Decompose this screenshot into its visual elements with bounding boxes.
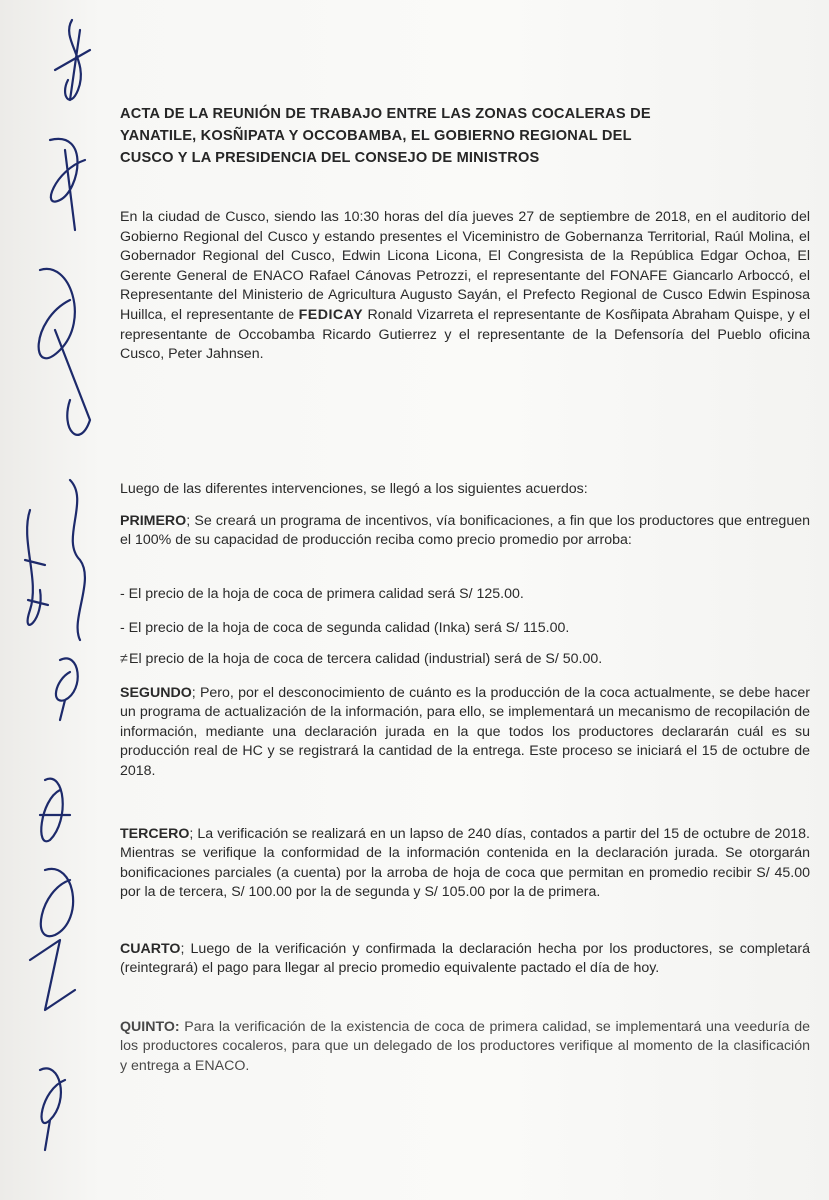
- agreement-label: QUINTO:: [120, 1019, 180, 1035]
- agreement-label: PRIMERO: [120, 513, 187, 529]
- title-line: ACTA DE LA REUNIÓN DE TRABAJO ENTRE LAS ZONAS COCALERAS DE: [120, 106, 651, 122]
- title-line: YANATILE, KOSÑIPATA Y OCCOBAMBA, EL GOBIERNO REGIONAL DEL: [120, 128, 632, 144]
- agreement-primero: [120, 512, 810, 551]
- signature-10: [40, 1068, 65, 1150]
- signature-5: [70, 480, 85, 640]
- signature-9: [30, 940, 75, 1010]
- signature-1: [55, 20, 90, 100]
- price-item-segunda: - El precio de la hoja de coca de segunda calidad (Inka) será S/ 115.00.: [120, 620, 570, 636]
- agreement-text: Para la verificación de la existencia de coca de primera calidad, se implementará una veeduría de los productores cocaleros, para que un delegado de los productores verifique al momento de la clasificación y entrega a ENACO.: [120, 1019, 810, 1074]
- signature-6: [56, 658, 78, 720]
- signature-4: [25, 510, 48, 625]
- agreements-intro: Luego de las diferentes intervenciones, se llegó a los siguientes acuerdos:: [120, 481, 588, 497]
- agreement-label: CUARTO: [120, 941, 181, 957]
- agreement-text: ; Luego de la verificación y confirmada la declaración hecha por los productores, se completará (reintegrará) el pago para llegar al precio promedio equivalente pactado el día de hoy.: [120, 941, 810, 977]
- agreement-segundo: [120, 684, 810, 781]
- signature-7: [40, 779, 70, 842]
- agreement-text: ; Se creará un programa de incentivos, vía bonificaciones, a fin que los productores que entreguen el 100% de su capacidad de producción reciba como precio promedio por arroba:: [120, 513, 810, 549]
- agreement-tercero: [120, 825, 810, 903]
- price-item-tercera: [120, 651, 602, 667]
- agreement-text: ; Pero, por el desconocimiento de cuánto es la producción de la coca actualmente, se debe hacer un programa de actualización de la información, para ello, se implementará un mecanismo de recopilación de información, mediante una declaración jurada en la que todos los productores declararán cuál es su producción real de HC y se registrará la cantidad de la entrega. Este proceso se iniciará el 15 de octubre de 2018.: [120, 685, 810, 779]
- intro-text-start: En la ciudad de Cusco, siendo las 10:30 horas del día jueves 27 de septiembre de 2018, en el auditorio del Gobierno Regional del Cusco y estando presentes el Viceministro de Gobernanza Territorial, Raúl Molina, el Gobernador Regional del Cusco, Edwin Licona Licona, El Congresista de la República Edgar Ochoa, El Gerente General de ENACO Rafael Cánovas Petrozzi, el representante del FONAFE Giancarlo Arboccó, el Representante del Ministerio de Agricultura Augusto Sayán, el Prefecto Regional de Cusco Edwin Espinosa Huillca, el representante de: [120, 209, 810, 323]
- intro-org-name: FEDICAY: [298, 306, 364, 323]
- price-item-primera: - El precio de la hoja de coca de primera calidad será S/ 125.00.: [120, 586, 524, 602]
- intro-text-end: Ronald Vizarreta el representante de Kosñipata Abraham Quispe, y el representante de Occobamba Ricardo Gutierrez y el representante de la Defensoría del Pueblo oficina Cusco, Peter Jahnsen.: [120, 306, 810, 363]
- handwritten-dash-icon: ≠: [120, 651, 128, 667]
- title-line: CUSCO Y LA PRESIDENCIA DEL CONSEJO DE MINISTROS: [120, 150, 540, 166]
- document-title: [120, 103, 810, 169]
- intro-paragraph: [120, 208, 810, 365]
- agreement-label: TERCERO: [120, 826, 190, 842]
- price-item-text: El precio de la hoja de coca de tercera calidad (industrial) será de S/ 50.00.: [129, 651, 603, 667]
- signature-3: [39, 269, 90, 435]
- agreement-cuarto: [120, 940, 810, 979]
- agreement-text: ; La verificación se realizará en un lapso de 240 días, contados a partir del 15 de octubre de 2018. Mientras se verifique la conformidad de la información contenida en la declaración jurada. Se otorgarán bonificaciones parciales (a cuenta) por la arroba de hoja de coca que permitan en promedio recibir S/ 45.00 por la de tercera, S/ 100.00 por la de segunda y S/ 105.00 por la de primera.: [120, 826, 810, 901]
- signature-2: [50, 139, 85, 230]
- agreement-quinto: [120, 1018, 810, 1076]
- signature-8: [41, 869, 73, 936]
- agreement-label: SEGUNDO: [120, 685, 192, 701]
- margin-signatures: [0, 0, 115, 1200]
